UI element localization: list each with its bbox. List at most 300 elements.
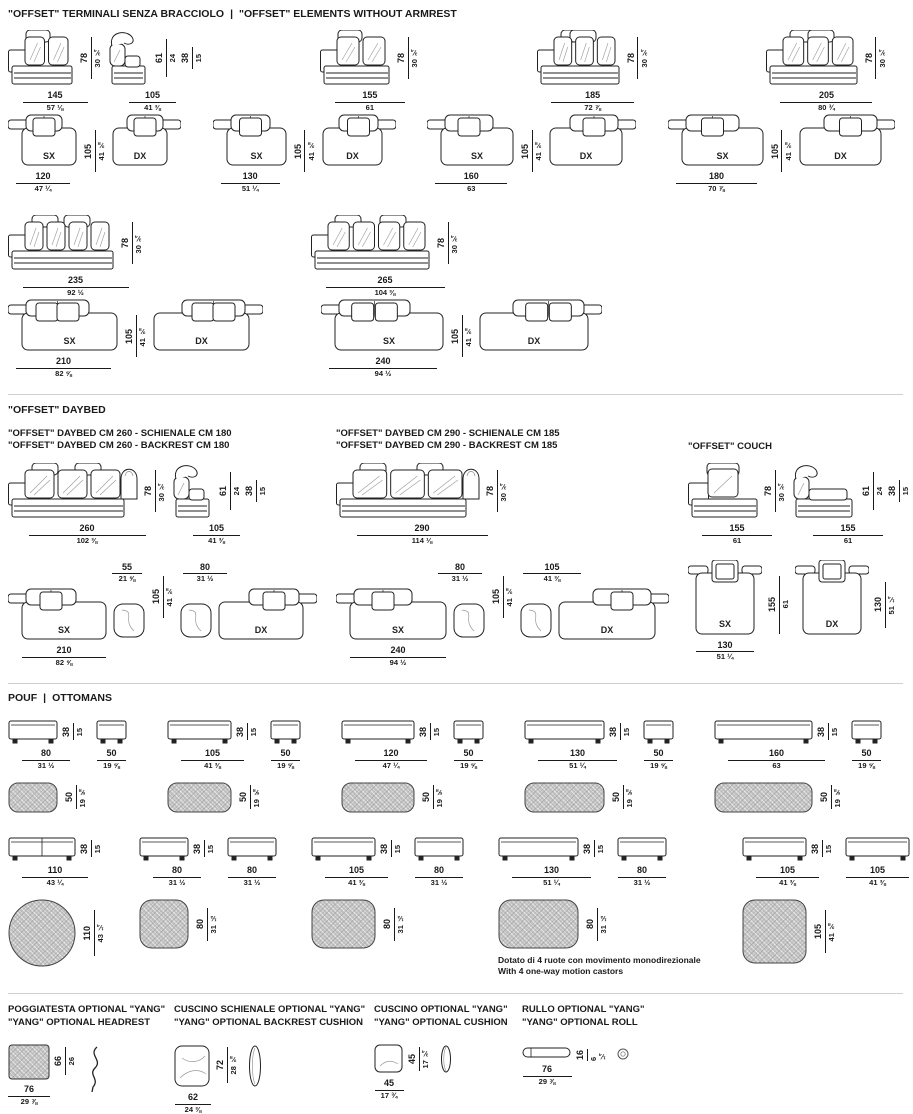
dim-inches: 15 bbox=[596, 844, 605, 854]
dim-inches: 24 bbox=[232, 487, 241, 496]
dimension-horizontal bbox=[696, 641, 754, 662]
dimension-horizontal bbox=[23, 276, 129, 297]
dim-line bbox=[779, 576, 780, 634]
dim-inches: 41 ⅜ bbox=[138, 326, 147, 347]
dim-inches: 30 ¾ bbox=[777, 481, 786, 502]
dim-cm: 130 bbox=[242, 171, 258, 182]
dimension-vertical bbox=[582, 840, 605, 857]
dim-cm: 38 bbox=[418, 726, 428, 737]
pouf-front-drawing bbox=[643, 720, 674, 744]
dim-cm: 260 bbox=[79, 523, 95, 534]
cushion-side-drawing bbox=[439, 1044, 453, 1074]
dim-cm: 105 bbox=[144, 90, 161, 100]
dim-cm: 290 bbox=[414, 523, 430, 534]
dim-cm: 45 bbox=[407, 1053, 417, 1064]
dim-inches: 41 ⅜ bbox=[144, 102, 161, 112]
dimension-horizontal bbox=[523, 1065, 572, 1086]
pouf-front-drawing bbox=[414, 837, 464, 861]
orientation-label: DX bbox=[527, 336, 541, 347]
dimension-vertical bbox=[82, 910, 105, 956]
dim-inches: 30 ¾ bbox=[410, 48, 420, 68]
orientation-label: SX bbox=[63, 336, 76, 347]
sofa-front-drawing bbox=[537, 30, 623, 86]
dim-line bbox=[831, 785, 832, 809]
dimension-vertical bbox=[83, 130, 106, 172]
dim-line bbox=[207, 908, 208, 941]
dim-inches: 24 bbox=[168, 53, 177, 63]
element-group bbox=[311, 215, 459, 297]
orientation-label: DX bbox=[825, 618, 839, 629]
row-element-top-views-large bbox=[8, 299, 903, 378]
dim-inches: 15 bbox=[75, 727, 84, 736]
top-view-pair bbox=[213, 114, 396, 193]
dim-cm: 105 bbox=[779, 864, 796, 875]
dimension-horizontal bbox=[16, 172, 70, 193]
dim-line bbox=[163, 576, 164, 618]
sofa-top-drawing bbox=[8, 114, 78, 167]
dimension-vertical bbox=[143, 470, 166, 512]
dim-cm: 50 bbox=[861, 747, 872, 758]
dimension-horizontal bbox=[271, 749, 300, 770]
dim-line bbox=[91, 840, 92, 857]
dimension-horizontal bbox=[228, 866, 276, 887]
dim-cm: 38 bbox=[810, 843, 820, 854]
row-element-front-views bbox=[8, 30, 903, 112]
dim-inches: 31 ½ bbox=[451, 574, 469, 584]
pouf-group bbox=[524, 720, 674, 813]
dimension-horizontal bbox=[435, 172, 507, 193]
pouf-front-drawing bbox=[8, 720, 58, 744]
dim-cm: 80 bbox=[246, 864, 257, 875]
dim-line bbox=[136, 315, 137, 357]
dim-inches: 51 ¼ bbox=[887, 594, 896, 615]
dim-inches: 6 ¼ bbox=[589, 1051, 607, 1061]
sofa-top-drawing bbox=[548, 114, 636, 167]
dimension-horizontal bbox=[618, 866, 666, 887]
dim-cm: 105 bbox=[491, 589, 501, 605]
dimension-horizontal bbox=[644, 749, 673, 770]
row-element-top-views bbox=[8, 114, 903, 193]
dim-inches: 41 ⅜ bbox=[204, 760, 221, 770]
dim-line bbox=[587, 1049, 588, 1061]
dim-line bbox=[419, 1047, 420, 1071]
daybed-top-pair bbox=[8, 560, 336, 667]
dim-cm: 50 bbox=[819, 792, 829, 803]
dim-cm: 130 bbox=[543, 864, 560, 875]
dimension-horizontal bbox=[551, 91, 634, 112]
dim-line bbox=[597, 908, 598, 941]
dimension-horizontal bbox=[702, 524, 772, 545]
dim-inches: 19 ⅝ bbox=[460, 760, 477, 770]
roll-drawing bbox=[522, 1046, 572, 1060]
row-element-front-views-large bbox=[8, 215, 903, 297]
subheader-daybed-260 bbox=[8, 428, 336, 454]
dim-cm: 120 bbox=[35, 171, 51, 182]
sofa-front-drawing bbox=[320, 30, 393, 86]
sofa-top-drawing bbox=[668, 114, 765, 167]
dimension-horizontal bbox=[183, 563, 227, 584]
dim-cm: 78 bbox=[625, 52, 636, 63]
dim-cm: 110 bbox=[47, 864, 63, 875]
dim-line bbox=[828, 723, 829, 740]
daybed-group bbox=[8, 463, 336, 545]
top-view-pair bbox=[668, 114, 895, 193]
dim-inches: 24 ⅜ bbox=[184, 1104, 202, 1114]
dim-cm: 80 bbox=[382, 919, 392, 930]
dim-cm: 155 bbox=[767, 597, 777, 613]
front-view-figure bbox=[766, 30, 887, 112]
dimension-vertical bbox=[763, 470, 786, 512]
dim-line bbox=[822, 840, 823, 857]
dimension-vertical bbox=[450, 315, 473, 357]
pouf-front-drawing bbox=[227, 837, 277, 861]
pouf-group bbox=[714, 720, 882, 813]
sofa-front-drawing bbox=[8, 215, 117, 271]
dim-cm: 105 bbox=[204, 747, 221, 758]
dim-cm: 185 bbox=[585, 90, 601, 100]
accessory-title-english: "YANG" OPTIONAL HEADREST bbox=[8, 1016, 151, 1028]
sofa-side-drawing bbox=[102, 30, 151, 86]
dim-cm: 78 bbox=[485, 486, 495, 497]
dim-line bbox=[899, 480, 900, 502]
dimension-vertical bbox=[379, 840, 402, 857]
dim-inches: 30 ¾ bbox=[639, 48, 649, 68]
dim-inches: 17 ¾ bbox=[421, 1049, 430, 1069]
dimension-vertical bbox=[120, 222, 143, 264]
dim-cm: 38 bbox=[582, 843, 592, 854]
daybed-group bbox=[688, 463, 910, 546]
dim-inches: 41 ⅜ bbox=[543, 574, 561, 584]
daybed-top-drawing bbox=[179, 588, 317, 641]
dim-inches: 31 ½ bbox=[243, 877, 261, 887]
dim-cm: 38 bbox=[379, 843, 389, 854]
dimension-vertical bbox=[79, 37, 102, 79]
dim-inches: 63 bbox=[772, 760, 781, 770]
orientation-label: SX bbox=[42, 151, 56, 162]
daybed-top-pair bbox=[336, 560, 688, 667]
dim-cm: 38 bbox=[79, 843, 89, 854]
dim-inches: 51 ¼ bbox=[241, 184, 259, 194]
sofa-top-drawing bbox=[321, 114, 396, 167]
dim-inches: 92 ½ bbox=[67, 288, 84, 298]
dim-line bbox=[523, 1076, 572, 1077]
front-view-figure bbox=[336, 463, 508, 545]
dim-line bbox=[132, 222, 133, 264]
pouf-group bbox=[742, 837, 910, 964]
sofa-top-drawing bbox=[8, 299, 119, 352]
dim-inches: 29 ⅞ bbox=[538, 1076, 556, 1086]
dim-inches: 61 bbox=[843, 536, 853, 546]
dimension-horizontal bbox=[375, 1079, 404, 1100]
dim-cm: 80 bbox=[199, 561, 210, 572]
dimension-vertical bbox=[382, 908, 405, 941]
dim-cm: 80 bbox=[636, 864, 647, 875]
dim-inches: 15 bbox=[393, 844, 402, 854]
accessory-roll bbox=[522, 1004, 903, 1086]
dim-inches: 31 ½ bbox=[196, 574, 214, 584]
dimension-horizontal bbox=[335, 91, 405, 112]
dim-inches: 70 ⅞ bbox=[708, 184, 725, 194]
dim-cm: 105 bbox=[769, 143, 780, 159]
dim-cm: 38 bbox=[192, 843, 202, 854]
dim-inches: 15 bbox=[206, 844, 215, 854]
dim-cm: 61 bbox=[861, 486, 871, 497]
dim-line bbox=[433, 785, 434, 809]
couch-top-drawing bbox=[688, 560, 762, 636]
front-view-figure bbox=[8, 463, 166, 545]
dim-cm: 105 bbox=[869, 864, 886, 875]
dim-inches: 31 ½ bbox=[430, 877, 448, 887]
dim-inches: 104 ⅜ bbox=[374, 288, 396, 298]
dimension-vertical bbox=[626, 37, 649, 79]
dim-cm: 50 bbox=[463, 747, 474, 758]
dimension-vertical bbox=[215, 1047, 238, 1083]
dimension-vertical bbox=[575, 1049, 607, 1061]
dim-inches: 57 ⅛ bbox=[46, 102, 64, 112]
dim-line bbox=[227, 1047, 228, 1083]
section-title-elements bbox=[8, 8, 903, 20]
dimension-vertical bbox=[873, 582, 896, 628]
pouf-front-drawing bbox=[617, 837, 667, 861]
dimension-vertical bbox=[244, 480, 267, 502]
subheader-italian: "OFFSET" DAYBED CM 260 - SCHIENALE CM 180 bbox=[8, 427, 232, 439]
dim-inches: 19 ⅝ bbox=[650, 760, 667, 770]
dim-cm: 78 bbox=[763, 486, 773, 497]
dim-inches: 80 ¾ bbox=[818, 102, 835, 112]
daybed-subheaders bbox=[8, 428, 903, 454]
dim-inches: 41 ⅜ bbox=[783, 141, 793, 161]
pouf-group bbox=[167, 720, 301, 813]
dimension-horizontal bbox=[846, 866, 909, 887]
castors-note bbox=[498, 955, 708, 977]
dimension-horizontal bbox=[153, 866, 201, 887]
dim-inches: 51 ¼ bbox=[543, 877, 560, 887]
dim-inches: 19 ⅝ bbox=[833, 787, 842, 808]
dim-line bbox=[462, 315, 463, 357]
dim-inches: 31 ½ bbox=[396, 914, 405, 934]
headrest-side-profile-icon bbox=[85, 1044, 105, 1094]
orientation-label: DX bbox=[254, 624, 268, 635]
dim-cm: 240 bbox=[390, 644, 406, 655]
dim-inches: 15 bbox=[258, 487, 267, 496]
section-divider bbox=[8, 683, 903, 684]
pouf-top-drawing bbox=[139, 899, 189, 949]
dim-cm: 240 bbox=[375, 356, 391, 367]
dim-cm: 130 bbox=[873, 597, 883, 613]
dim-cm: 105 bbox=[520, 143, 531, 159]
dimension-horizontal bbox=[415, 866, 463, 887]
dimension-horizontal bbox=[29, 524, 146, 545]
dimension-horizontal bbox=[780, 91, 872, 112]
dim-inches: 28 ⅜ bbox=[229, 1055, 238, 1075]
pouf-top-drawing bbox=[167, 782, 232, 813]
dim-line bbox=[91, 37, 92, 79]
pouf-front-drawing bbox=[167, 720, 232, 744]
dimension-horizontal bbox=[357, 524, 488, 545]
daybed-top-drawing bbox=[519, 588, 669, 641]
dim-inches: 15 bbox=[93, 844, 102, 854]
dimension-vertical bbox=[235, 723, 258, 740]
dim-inches: 63 bbox=[467, 184, 476, 194]
dimension-horizontal bbox=[326, 276, 445, 297]
front-view-figure bbox=[537, 30, 649, 112]
note-english: With 4 one-way motion castors bbox=[498, 966, 624, 977]
subheader-english: "OFFSET" DAYBED CM 260 - BACKREST CM 180 bbox=[8, 440, 230, 452]
dim-inches: 30 ¾ bbox=[134, 233, 143, 253]
sofa-top-drawing bbox=[321, 299, 445, 352]
dim-inches: 15 bbox=[432, 727, 441, 736]
dim-inches: 51 ¼ bbox=[569, 760, 586, 770]
side-view-figure bbox=[102, 30, 203, 112]
accessory-title-english: "YANG" OPTIONAL BACKREST CUSHION bbox=[174, 1016, 363, 1028]
dim-inches: 19 ⅝ bbox=[435, 787, 444, 808]
sofa-top-drawing bbox=[111, 114, 181, 167]
dim-inches: 30 ¾ bbox=[450, 233, 459, 253]
dim-cm: 105 bbox=[348, 864, 365, 875]
dim-cm: 45 bbox=[383, 1077, 394, 1088]
dim-inches: 41 ⅜ bbox=[534, 141, 544, 161]
dim-inches: 41 ⅜ bbox=[505, 586, 514, 607]
dim-inches: 82 ⅝ bbox=[55, 657, 73, 667]
orientation-label: DX bbox=[345, 151, 359, 162]
element-group bbox=[8, 30, 203, 112]
dim-inches: 31 ½ bbox=[599, 914, 608, 934]
dimension-vertical bbox=[154, 39, 177, 77]
dimension-horizontal bbox=[175, 1093, 211, 1114]
title-italian: "OFFSET" TERMINALI SENZA BRACCIOLO bbox=[8, 8, 225, 20]
dim-cm: 80 bbox=[454, 561, 465, 572]
dimension-horizontal bbox=[181, 749, 244, 770]
section-title-daybed: "OFFSET" DAYBED bbox=[8, 403, 106, 416]
front-view-figure bbox=[320, 30, 419, 112]
dimension-horizontal bbox=[523, 563, 581, 584]
accessory-title-english: "YANG" OPTIONAL CUSHION bbox=[374, 1016, 508, 1028]
sofa-top-drawing bbox=[213, 114, 288, 167]
subheader-couch-label: "OFFSET" COUCH bbox=[688, 440, 772, 452]
dimension-vertical bbox=[79, 840, 102, 857]
dimension-vertical bbox=[520, 130, 543, 172]
dim-inches: 47 ¼ bbox=[382, 760, 400, 770]
dim-line bbox=[875, 37, 876, 79]
optional-accessories bbox=[8, 1004, 903, 1114]
pouf-top-drawing bbox=[311, 899, 376, 949]
sofa-front-drawing bbox=[8, 463, 140, 519]
headrest-drawing bbox=[8, 1044, 50, 1080]
cushion-side-drawing bbox=[247, 1044, 263, 1088]
dim-cm: 155 bbox=[729, 523, 745, 534]
dim-cm: 50 bbox=[238, 792, 248, 803]
top-view-pair bbox=[8, 299, 263, 378]
dim-cm: 80 bbox=[171, 864, 182, 875]
dimension-vertical bbox=[238, 785, 261, 809]
dim-line bbox=[73, 723, 74, 740]
dim-inches: 41 ⅜ bbox=[827, 921, 836, 942]
dimension-horizontal bbox=[8, 1085, 50, 1106]
dim-line bbox=[448, 222, 449, 264]
dimension-vertical bbox=[767, 576, 790, 634]
pouf-front-drawing bbox=[714, 720, 813, 744]
subheader-couch bbox=[688, 428, 903, 454]
dimension-horizontal bbox=[22, 749, 70, 770]
element-group bbox=[766, 30, 887, 112]
side-view-figure bbox=[786, 463, 910, 545]
dimension-horizontal bbox=[438, 563, 482, 584]
cushion-drawing bbox=[374, 1044, 404, 1074]
dimension-vertical bbox=[218, 472, 241, 510]
dim-cm: 235 bbox=[67, 275, 84, 286]
dim-cm: 66 bbox=[53, 1055, 63, 1066]
sofa-top-drawing bbox=[427, 114, 515, 167]
dim-line bbox=[532, 130, 533, 172]
orientation-label: SX bbox=[718, 618, 732, 629]
front-view-figure bbox=[8, 30, 102, 112]
dim-inches: 31 ½ bbox=[37, 760, 55, 770]
dim-cm: 210 bbox=[56, 644, 72, 655]
dim-cm: 38 bbox=[244, 486, 254, 497]
dim-line bbox=[775, 470, 776, 512]
element-group bbox=[320, 30, 419, 112]
pouf-top-drawing bbox=[524, 782, 605, 813]
dim-line bbox=[781, 130, 782, 172]
dimension-vertical bbox=[485, 470, 508, 512]
dim-cm: 38 bbox=[816, 726, 826, 737]
dimension-vertical bbox=[61, 723, 84, 740]
dim-cm: 62 bbox=[187, 1091, 198, 1102]
backrest-cushion-drawing bbox=[174, 1044, 212, 1088]
dim-line bbox=[256, 480, 257, 502]
pouf-top-drawing bbox=[742, 899, 807, 964]
dim-inches: 41 ⅜ bbox=[348, 877, 365, 887]
dim-line bbox=[637, 37, 638, 79]
dimension-horizontal bbox=[329, 357, 437, 378]
dim-cm: 105 bbox=[208, 523, 225, 534]
dim-inches: 19 ⅝ bbox=[625, 787, 634, 808]
dimension-vertical bbox=[151, 576, 174, 618]
pouf-front-drawing bbox=[341, 720, 415, 744]
dimension-horizontal bbox=[512, 866, 591, 887]
section-title-pouf bbox=[8, 692, 903, 704]
orientation-label: DX bbox=[580, 151, 593, 162]
dim-inches: 15 bbox=[901, 487, 910, 496]
dim-inches: 61 bbox=[365, 102, 374, 112]
dim-cm: 38 bbox=[61, 726, 71, 737]
dimension-horizontal bbox=[193, 524, 240, 545]
accessory-headrest bbox=[8, 1004, 174, 1106]
dim-inches: 51 ¼ bbox=[716, 652, 734, 662]
dim-line bbox=[65, 1047, 66, 1075]
dim-cm: 38 bbox=[608, 726, 618, 737]
dim-cm: 50 bbox=[64, 792, 74, 803]
element-group bbox=[537, 30, 649, 112]
dim-inches: 31 ½ bbox=[633, 877, 651, 887]
dimension-horizontal bbox=[112, 563, 142, 584]
dimension-vertical bbox=[436, 222, 459, 264]
pouf-top-drawing bbox=[341, 782, 415, 813]
dim-cm: 105 bbox=[124, 328, 134, 344]
dimension-vertical bbox=[124, 315, 147, 357]
couch-front-drawing bbox=[688, 463, 760, 519]
dim-cm: 210 bbox=[55, 356, 72, 367]
subheader-italian: "OFFSET" DAYBED CM 290 - SCHIENALE CM 185 bbox=[336, 427, 560, 439]
element-group bbox=[8, 215, 143, 297]
title-separator: | bbox=[230, 8, 234, 20]
dim-line bbox=[375, 1090, 404, 1091]
dimension-horizontal bbox=[454, 749, 483, 770]
dim-cm: 80 bbox=[40, 747, 51, 758]
dim-cm: 50 bbox=[106, 747, 117, 758]
pouf-top-drawing bbox=[714, 782, 813, 813]
dim-inches: 61 bbox=[732, 536, 742, 546]
